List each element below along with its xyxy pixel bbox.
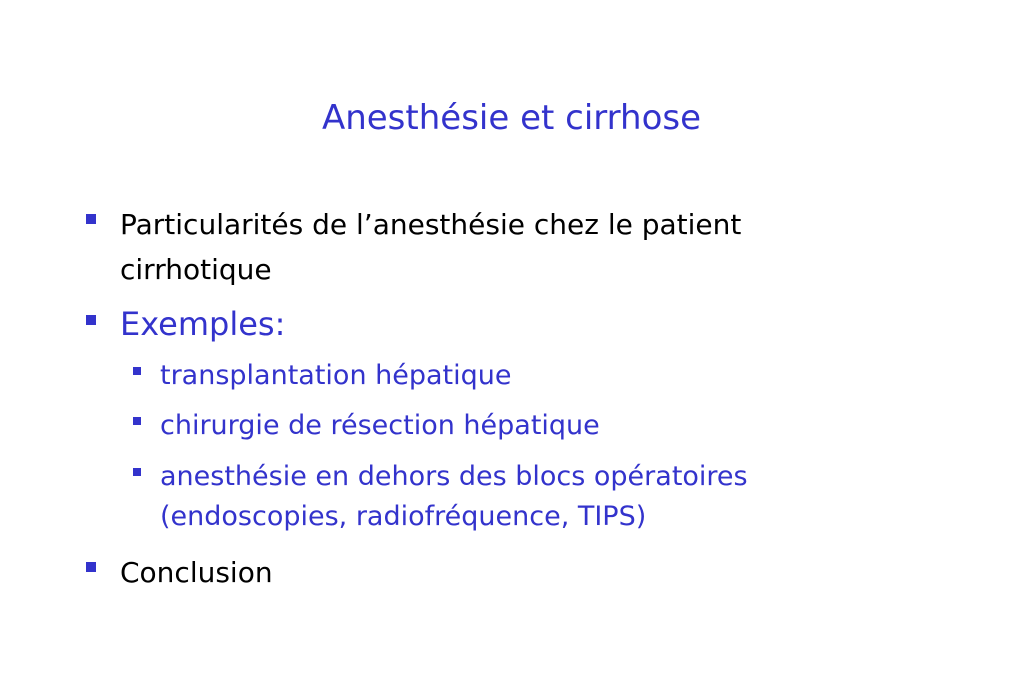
bullet-item-exemples (86, 303, 886, 345)
bullet-text: Particularités de l’anesthésie chez le patient cirrhotique (120, 208, 742, 286)
bullet-item-particularites (86, 202, 886, 292)
bullet-text: Conclusion (120, 556, 273, 589)
sub-bullet-item-transplantation (133, 356, 893, 396)
square-bullet-icon (86, 214, 96, 224)
square-bullet-icon (133, 468, 141, 476)
sub-bullet-item-anesthesie-hors-bloc (133, 457, 893, 537)
bullet-item-conclusion (86, 550, 886, 595)
square-bullet-icon (133, 417, 141, 425)
bullet-text: Exemples: (120, 305, 286, 343)
sub-bullet-text: chirurgie de résection hépatique (160, 410, 600, 441)
sub-bullet-item-chirurgie (133, 406, 893, 446)
square-bullet-icon (86, 315, 96, 325)
slide-title: Anesthésie et cirrhose (321, 98, 702, 138)
sub-bullet-text: transplantation hépatique (160, 360, 512, 391)
square-bullet-icon (86, 562, 96, 572)
sub-bullet-text: anesthésie en dehors des blocs opératoires (endoscopies, radiofréquence, TIPS) (160, 461, 748, 532)
square-bullet-icon (133, 367, 141, 375)
